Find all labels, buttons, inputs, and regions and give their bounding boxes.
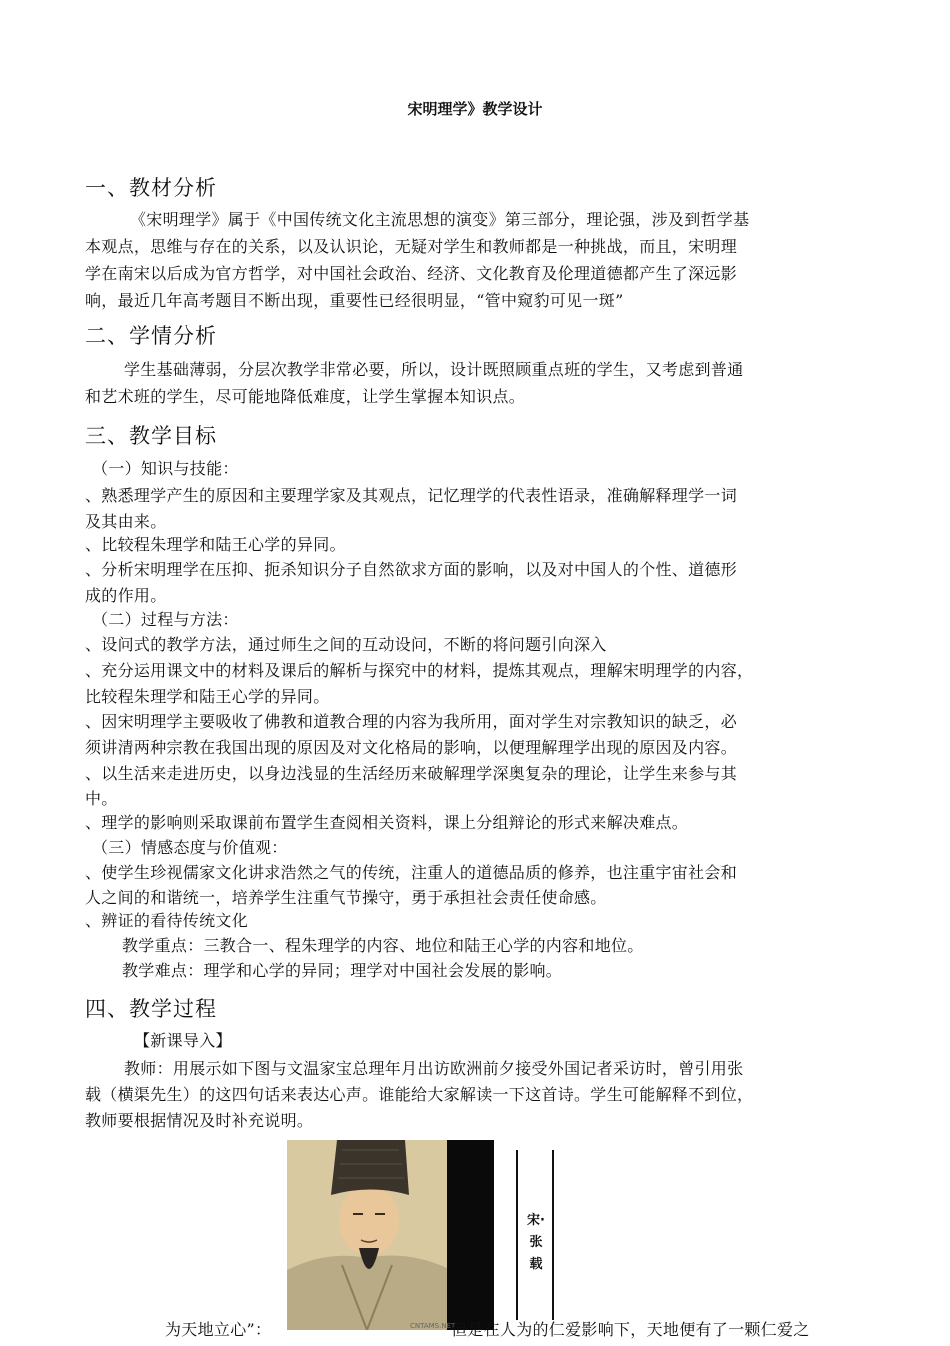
goal-line: 、以生活来走进历史，以身边浅显的生活经历来破解理学深奥复杂的理论，让学生来参与其 [85,764,738,783]
scroll-border-left [516,1150,518,1320]
paragraph-line: 教师要根据情况及时补充说明。 [85,1111,314,1130]
goal-line: 、充分运用课文中的材料及课后的解析与探究中的材料，提炼其观点，理解宋明理学的内容， [85,661,754,680]
paragraph-line: 本观点，思维与存在的关系，以及认识论，无疑对学生和教师都是一种挑战，而且，宋明理 [85,237,738,256]
goal-line: 、熟悉理学产生的原因和主要理学家及其观点，记忆理学的代表性语录，准确解释理学一词 [85,486,738,505]
goal-line: 、理学的影响则采取课前布置学生查阅相关资料，课上分组辩论的形式来解决难点。 [85,813,689,832]
paragraph-line: 教师：用展示如下图与文温家宝总理年月出访欧洲前夕接受外国记者采访时，曾引用张 [124,1059,744,1078]
goal-line: 、分析宋明理学在压抑、扼杀知识分子自然欲求方面的影响，以及对中国人的个性、道德形 [85,560,738,579]
paragraph-line: 学在南宋以后成为官方哲学，对中国社会政治、经济、文化教育及伦理道德都产生了深远影 [85,264,738,283]
image-watermark: CNTAMS.NET [410,1322,456,1330]
goal-line: 、比较程朱理学和陆王心学的异同。 [85,535,346,554]
scroll-caption: 宋·张载 [527,1213,545,1272]
goal-line: 须讲清两种宗教在我国出现的原因及对文化格局的影响，以便理解理学出现的原因及内容。 [85,738,738,757]
section-heading-teaching-goals: 三、教学目标 [85,424,217,448]
section-heading-learner-analysis: 二、学情分析 [85,324,217,348]
calligraphy-scroll-image [494,1140,574,1330]
image-black-band [447,1140,494,1330]
goal-line: 及其由来。 [85,512,167,531]
bottom-text-left: 为天地立心”： [165,1320,272,1339]
goal-line: 比较程朱理学和陆王心学的异同。 [85,687,330,706]
paragraph-line: 《宋明理学》属于《中国传统文化主流思想的演变》第三部分，理论强，涉及到哲学基 [130,210,750,229]
key-points: 教学重点：三教合一、程朱理学的内容、地位和陆王心学的内容和地位。 [122,936,644,955]
paragraph-line: 载（横渠先生）的这四句话来表达心声。谁能给大家解读一下这首诗。学生可能解释不到位， [85,1085,754,1104]
bottom-text-right: 但是在人为的仁爱影响下，天地便有了一颗仁爱之 [451,1320,810,1339]
goal-line: 、因宋明理学主要吸收了佛教和道教合理的内容为我所用，面对学生对宗教知识的缺乏，必 [85,712,738,731]
paragraph-line: 响，最近几年高考题目不断出现，重要性已经很明显，“管中窥豹可见一斑” [85,291,624,310]
goal-line: 中。 [85,789,118,808]
subheading-process-methods: （二）过程与方法： [92,610,239,629]
goal-line: 人之间的和谐统一，培养学生注重气节操守，勇于承担社会责任使命感。 [85,888,607,907]
scroll-border-right [552,1150,554,1320]
paragraph-line: 和艺术班的学生，尽可能地降低难度，让学生掌握本知识点。 [85,387,526,406]
goal-line: 、辨证的看待传统文化 [85,911,249,930]
subheading-knowledge-skills: （一）知识与技能： [92,459,239,478]
difficult-points: 教学难点：理学和心学的异同；理学对中国社会发展的影响。 [122,961,563,980]
document-title: 宋明理学》教学设计 [407,100,543,118]
goal-line: 、使学生珍视儒家文化讲求浩然之气的传统，注重人的道德品质的修养，也注重宇宙社会和 [85,863,738,882]
goal-line: 、设问式的教学方法，通过师生之间的互动设问，不断的将问题引向深入 [85,635,607,654]
goal-line: 成的作用。 [85,586,167,605]
section-heading-teaching-process: 四、教学过程 [85,997,217,1021]
zhang-zai-portrait-image [287,1140,447,1330]
subheading-lesson-intro: 【新课导入】 [134,1031,232,1050]
section-heading-textbook-analysis: 一、教材分析 [85,176,217,200]
paragraph-line: 学生基础薄弱，分层次教学非常必要，所以，设计既照顾重点班的学生，又考虑到普通 [124,360,744,379]
subheading-attitudes-values: （三）情感态度与价值观： [92,838,288,857]
